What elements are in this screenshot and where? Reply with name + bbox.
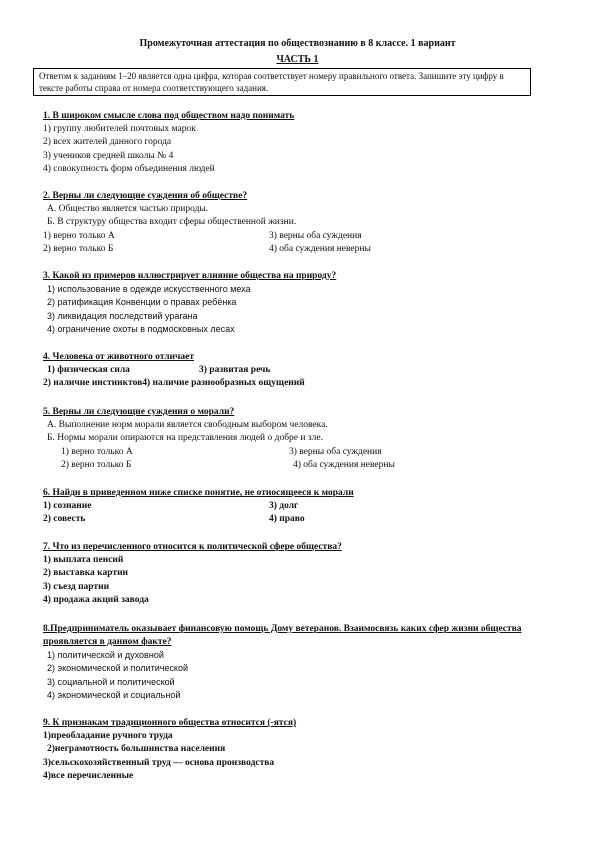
options-2 [43,230,563,257]
statement-2-a: А. Общество является частью природы. [47,204,209,214]
option-1-2: 2) всех жителей данного города [43,137,172,148]
option-5-1: 1) верно только А [61,446,133,457]
option-9-4: 4)все перечисленные [43,770,134,781]
option-7-1: 1) выплата пенсий [43,555,124,565]
option-2-1: 1) верно только А [43,230,115,241]
option-7-3: 3) съезд партии [43,581,110,592]
question-8-title: 8.Предприниматель оказывает финансовую помощь Дому ветеранов. Взаимосвязь каких сфер жизни общества проявляется в данном факте? [43,624,522,647]
option-1-4: 4) совокупность форм объединения людей [43,163,215,174]
option-4-2-and-4: 2) наличие инстинктов4) наличие разнообразных ощущений [43,378,305,389]
question-4-title: 4. Человека от животного отличает [43,352,194,362]
option-6-4: 4) право [269,514,305,525]
statement-5-a: А. Выполнение норм морали является свободным выбором человека. [47,420,328,430]
option-9-1: 1)преобладание ручного труда [43,731,173,741]
statement-5-b: Б. Нормы морали опираются на представления людей о добре и зле. [47,433,323,444]
question-1 [43,110,563,176]
option-9-3: 3)сельскохозяйственный труд — основа производства [43,757,275,768]
option-6-1: 1) сознание [43,501,92,511]
part-heading: ЧАСТЬ 1 [276,54,319,65]
question-3 [43,270,563,336]
option-5-4: 4) оба суждения неверны [293,459,395,470]
option-2-4: 4) оба суждения неверны [269,243,371,254]
option-4-1: 1) физическая сила [47,365,130,375]
question-8 [43,623,563,702]
question-2-title: 2. Верны ли следующие суждения об обществе? [43,191,248,201]
option-5-2: 2) верно только Б [61,459,132,470]
option-4-3: 3) развитая речь [199,365,271,375]
option-7-4: 4) продажа акций завода [43,594,149,605]
document-title: Промежуточная аттестация по обществознанию в 8 классе. 1 вариант [139,38,456,49]
option-8-3: 3) социальной и политической [47,676,175,687]
option-3-4: 4) ограничение охоты в подмосковных лесах [47,323,235,334]
question-3-title: 3. Какой из примеров иллюстрирует влияние общества на природу? [43,271,337,281]
question-5 [43,406,563,472]
question-1-title: 1. В широком смысле слова под обществом надо понимать [43,111,295,121]
question-2 [43,190,563,256]
question-4 [43,351,563,391]
question-9-title: 9. К признакам традиционного общества относится (-ятся) [43,718,297,728]
option-1-3: 3) учеников средней школы № 4 [43,150,174,161]
options-5 [43,446,563,473]
option-6-2: 2) совесть [43,514,86,525]
option-3-1: 1) использование в одежде искусственного меха [47,284,251,294]
option-5-3: 3) верны оба суждения [289,446,382,457]
option-8-4: 4) экономической и социальной [47,689,181,700]
instruction-box: Ответом к заданиям 1–20 является одна цифра, которая соответствует номеру правильного ответа. Запишите эту цифру в тексте работы справа от номера соответствующего задания. [33,68,531,96]
option-3-3: 3) ликвидация последствий урагана [47,310,198,321]
option-9-2: 2)неграмотность большинства населения [47,744,226,755]
question-7 [43,541,563,607]
statement-2-b: Б. В структуру общества входит сферы общественной жизни. [47,217,297,228]
option-2-2: 2) верно только Б [43,243,114,254]
option-1-1: 1) группу любителей почтовых марок [43,124,196,134]
options-4-row-1 [43,364,563,377]
option-8-1: 1) политической и духовной [47,650,164,660]
option-3-2: 2) ратификация Конвенции о правах ребёнка [47,297,237,308]
question-7-title: 7. Что из перечисленного относится к политической сфере общества? [43,542,342,552]
question-9 [43,717,563,783]
option-8-2: 2) экономической и политической [47,663,188,674]
question-6 [43,487,563,527]
options-6 [43,500,563,527]
option-6-3: 3) долг [269,501,299,511]
option-7-2: 2) выставка картин [43,568,129,579]
option-2-3: 3) верны оба суждения [269,230,362,241]
question-6-title: 6. Найди в приведенном ниже списке понятие, не относящееся к морали [43,488,354,498]
question-5-title: 5. Верны ли следующие суждения о морали? [43,407,235,417]
